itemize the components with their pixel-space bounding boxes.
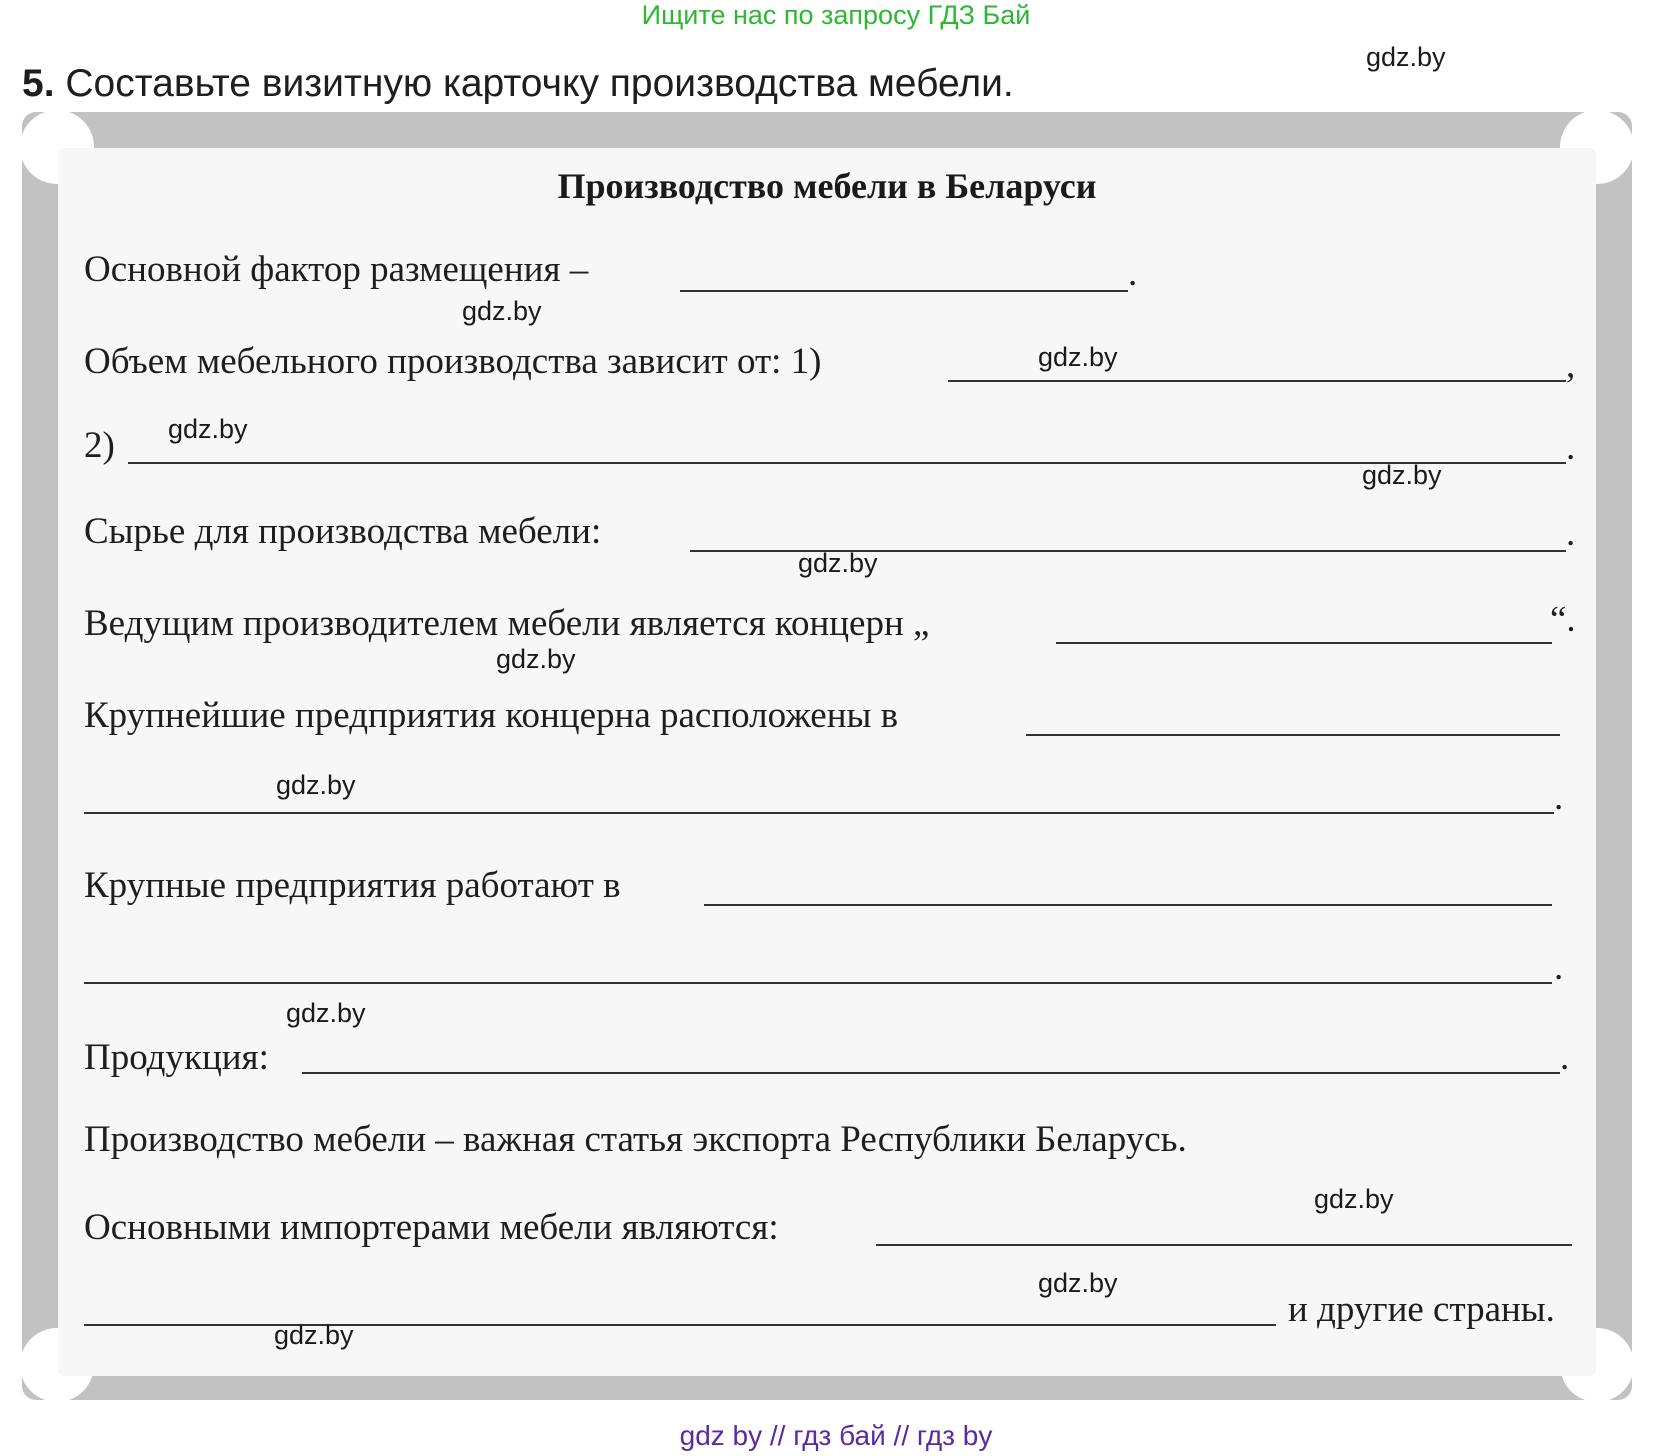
watermark: gdz.by xyxy=(286,998,366,1028)
blank-enterprise-location-2[interactable] xyxy=(84,812,1554,814)
comma: , xyxy=(1566,345,1576,386)
task-text: Составьте визитную карточку производства мебели. xyxy=(65,62,1014,105)
watermark: gdz.by xyxy=(462,296,542,326)
blank-concern-name[interactable] xyxy=(1056,642,1552,644)
blank-volume-factor-1[interactable] xyxy=(948,380,1566,382)
watermark: gdz.by xyxy=(798,548,878,578)
text-volume-depends: Объем мебельного производства зависит от: 1) xyxy=(84,341,822,382)
text-largest-enterprises: Крупнейшие предприятия концерна расположены в xyxy=(84,695,899,736)
watermark: gdz.by xyxy=(168,414,248,444)
card-title: Производство мебели в Беларуси xyxy=(557,166,1097,206)
text-products: Продукция: xyxy=(84,1037,269,1078)
text-raw-materials: Сырье для производства мебели: xyxy=(84,511,602,552)
text-large-enterprises-work: Крупные предприятия работают в xyxy=(84,865,621,906)
watermark: gdz.by xyxy=(1038,1268,1118,1298)
watermark: gdz.by xyxy=(1314,1184,1394,1214)
text-other-countries: и другие страны. xyxy=(1288,1289,1555,1330)
blank-enterprise-location-1[interactable] xyxy=(1026,734,1560,736)
task-title xyxy=(22,62,1014,106)
period: . xyxy=(1560,1037,1570,1078)
watermark: gdz.by xyxy=(1362,460,1442,490)
top-banner: Ищите нас по запросу ГДЗ Бай xyxy=(641,0,1031,30)
period: . xyxy=(1566,427,1576,468)
task-number: 5. xyxy=(22,62,55,105)
watermark: gdz.by xyxy=(496,644,576,674)
period: . xyxy=(1554,947,1564,988)
quote-close: “. xyxy=(1550,599,1576,640)
watermark: gdz.by xyxy=(1038,342,1118,372)
blank-importers-2[interactable] xyxy=(84,1324,1276,1326)
period: . xyxy=(1554,777,1564,818)
blank-importers-1[interactable] xyxy=(876,1244,1572,1246)
bottom-banner: gdz by // гдз бай // гдз by xyxy=(679,1420,993,1451)
text-leading-producer: Ведущим производителем мебели является концерн „ xyxy=(84,603,930,644)
period: . xyxy=(1128,253,1138,294)
blank-work-cities-2[interactable] xyxy=(84,982,1552,984)
period: . xyxy=(1566,513,1576,554)
blank-work-cities-1[interactable] xyxy=(704,904,1552,906)
blank-products[interactable] xyxy=(302,1072,1560,1074)
text-export: Производство мебели – важная статья экспорта Республики Беларусь. xyxy=(84,1119,1187,1160)
watermark: gdz.by xyxy=(1366,42,1446,72)
watermark: gdz.by xyxy=(276,770,356,800)
text-item-2: 2) xyxy=(84,425,115,466)
blank-volume-factor-2[interactable] xyxy=(128,462,1566,464)
blank-placement-factor[interactable] xyxy=(680,290,1128,292)
watermark: gdz.by xyxy=(274,1320,354,1350)
text-placement-factor: Основной фактор размещения – xyxy=(84,249,589,290)
text-importers: Основными импортерами мебели являются: xyxy=(84,1207,779,1248)
